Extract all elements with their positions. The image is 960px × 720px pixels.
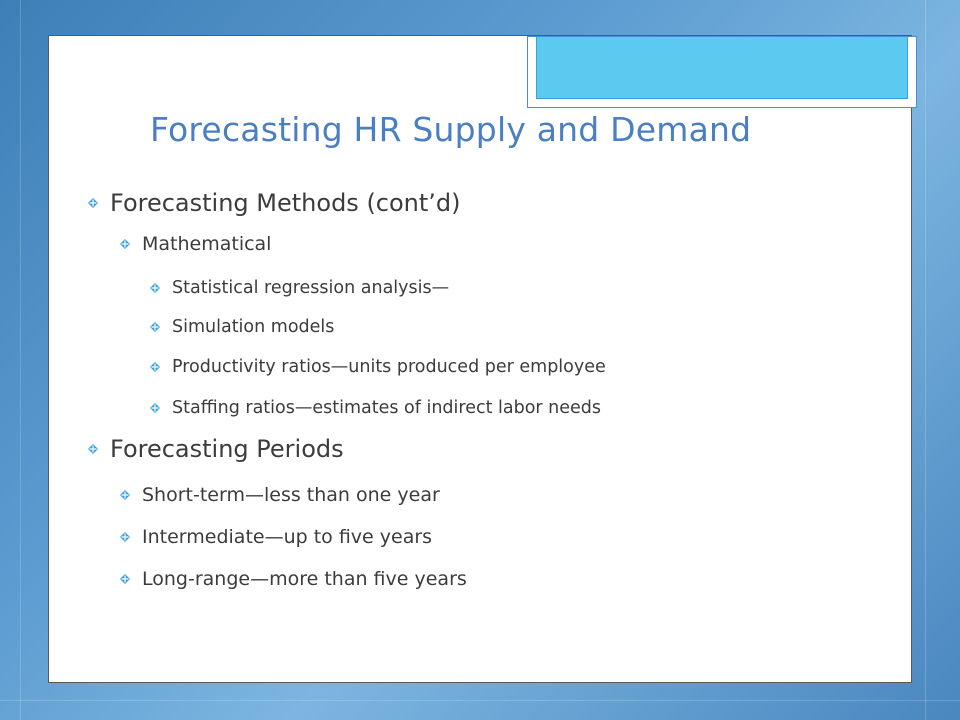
diamond-bullet-icon	[150, 322, 160, 332]
list-item	[150, 357, 606, 377]
list-item	[150, 398, 601, 418]
list-item	[120, 484, 440, 506]
list-item	[150, 278, 449, 298]
diamond-bullet-icon	[150, 362, 160, 372]
list-item-text: Simulation models	[172, 317, 335, 337]
diamond-bullet-icon	[120, 532, 130, 542]
diamond-bullet-icon	[120, 574, 130, 584]
list-item	[150, 317, 334, 337]
diamond-bullet-icon	[120, 239, 130, 249]
list-item-text: Forecasting Periods	[110, 435, 344, 463]
list-item-text: Forecasting Methods (cont’d)	[110, 189, 461, 217]
list-item-text: Intermediate—up to five years	[142, 526, 433, 548]
list-item	[88, 435, 344, 463]
list-item-text: Statistical regression analysis—	[172, 278, 450, 298]
diamond-bullet-icon	[88, 444, 98, 454]
list-item-text: Long-range—more than five years	[142, 568, 467, 590]
list-item	[88, 189, 461, 217]
list-item	[120, 568, 467, 590]
list-item-text: Short-term—less than one year	[142, 484, 440, 506]
list-item	[120, 233, 271, 255]
list-item	[120, 526, 432, 548]
list-item-text: Productivity ratios—units produced per employee	[172, 357, 606, 377]
list-item-text: Staffing ratios—estimates of indirect labor needs	[172, 398, 602, 418]
diamond-bullet-icon	[88, 198, 98, 208]
diamond-bullet-icon	[150, 283, 160, 293]
list-item-text: Mathematical	[142, 233, 272, 255]
slide-title: Forecasting HR Supply and Demand	[150, 110, 752, 149]
diamond-bullet-icon	[120, 490, 130, 500]
diamond-bullet-icon	[150, 403, 160, 413]
